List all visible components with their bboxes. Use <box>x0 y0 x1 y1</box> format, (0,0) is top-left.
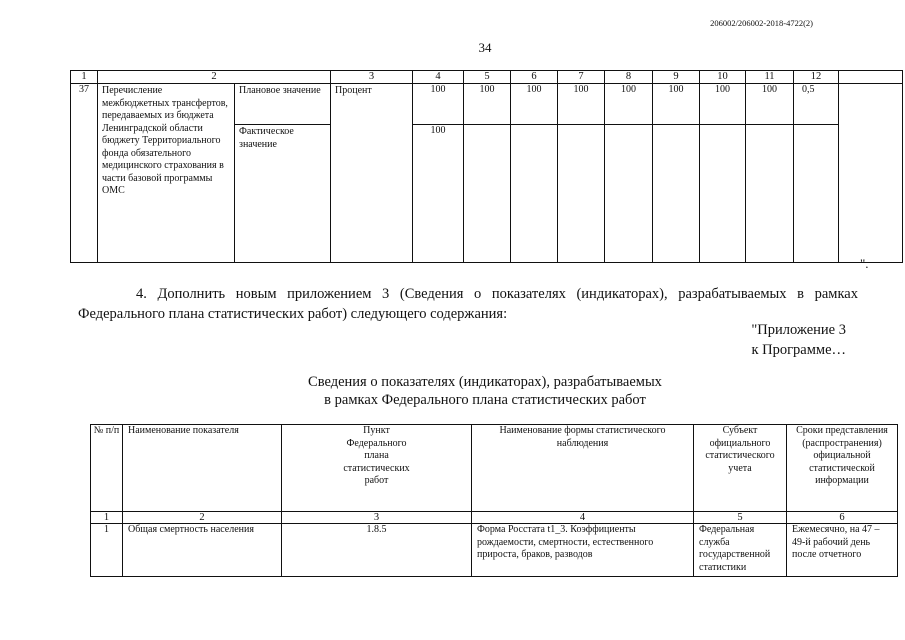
header-num: № п/п <box>91 425 123 512</box>
col-number: 8 <box>605 71 653 84</box>
table-row <box>71 84 903 125</box>
col-number: 6 <box>511 71 558 84</box>
col-number: 5 <box>464 71 511 84</box>
indicator-name: Перечисление межбюджетных трансфертов, передаваемых из бюджета Ленинградской области бюджету Территориального фонда обязательного медицинского страхования в части базовой программы ОМС <box>98 84 235 263</box>
section-title-line: Сведения о показателях (индикаторах), разрабатываемых <box>308 374 662 390</box>
col-number: 1 <box>91 512 123 524</box>
planned-value: 100 <box>653 84 700 125</box>
header-row <box>91 425 898 512</box>
planned-value: 100 <box>558 84 605 125</box>
column-number-row <box>71 71 903 84</box>
actual-value: 100 <box>413 125 464 263</box>
col-number: 11 <box>746 71 794 84</box>
col-number: 4 <box>413 71 464 84</box>
empty-cell <box>794 125 839 263</box>
table-row <box>91 524 898 577</box>
document-id: 206002/206002-2018-4722(2) <box>710 18 813 28</box>
column-number-row <box>91 512 898 524</box>
col-number: 7 <box>558 71 605 84</box>
empty-cell <box>605 125 653 263</box>
closing-quote: ". <box>860 256 869 271</box>
col-number: 9 <box>653 71 700 84</box>
planned-value: 100 <box>511 84 558 125</box>
cell-plan-item: 1.8.5 <box>282 524 472 577</box>
page-number: 34 <box>478 40 492 55</box>
indicators-table <box>70 70 903 263</box>
col-number: 1 <box>71 71 98 84</box>
section-title-line: в рамках Федерального плана статистических работ <box>324 392 646 408</box>
section-title <box>250 373 720 409</box>
appendix-line: "Приложение 3 <box>751 322 846 338</box>
cell-subject: Федеральная служба государственной статистики <box>694 524 787 577</box>
cell-deadline: Ежемесячно, на 47 – 49-й рабочий день после отчетного <box>787 524 898 577</box>
header-subject: Субъект официального статистического учета <box>694 425 787 512</box>
planned-value: 100 <box>605 84 653 125</box>
cell-form: Форма Росстата t1_3. Коэффициенты рождаемости, смертности, естественного прироста, браков, разводов <box>472 524 694 577</box>
header-form: Наименование формы статистического наблюдения <box>472 425 694 512</box>
empty-cell <box>839 71 903 84</box>
empty-cell <box>558 125 605 263</box>
unit: Процент <box>331 84 413 263</box>
col-number: 5 <box>694 512 787 524</box>
col-number: 3 <box>331 71 413 84</box>
empty-cell <box>746 125 794 263</box>
actual-label: Фактическое значение <box>235 125 331 263</box>
planned-value: 0,5 <box>794 84 839 125</box>
empty-cell <box>511 125 558 263</box>
empty-cell <box>839 84 903 263</box>
header-deadline: Сроки представления (распространения) официальной статистической информации <box>787 425 898 512</box>
cell-num: 1 <box>91 524 123 577</box>
planned-value: 100 <box>413 84 464 125</box>
statistics-table <box>90 424 898 577</box>
row-number: 37 <box>71 84 98 263</box>
col-number: 2 <box>98 71 331 84</box>
empty-cell <box>653 125 700 263</box>
empty-cell <box>700 125 746 263</box>
col-number: 3 <box>282 512 472 524</box>
planned-value: 100 <box>700 84 746 125</box>
header-name: Наименование показателя <box>123 425 282 512</box>
col-number: 2 <box>123 512 282 524</box>
appendix-line: к Программе… <box>751 342 846 358</box>
cell-name: Общая смертность населения <box>123 524 282 577</box>
col-number: 10 <box>700 71 746 84</box>
appendix-reference <box>751 320 846 360</box>
col-number: 6 <box>787 512 898 524</box>
header-plan-item: Пункт Федерального плана статистических работ <box>282 425 472 512</box>
empty-cell <box>464 125 511 263</box>
col-number: 4 <box>472 512 694 524</box>
planned-value: 100 <box>464 84 511 125</box>
planned-value: 100 <box>746 84 794 125</box>
paragraph-4: 4. Дополнить новым приложением 3 (Сведения о показателях (индикаторах), разрабатываемых в рамках Федерального плана статистических работ) следующего содержания: <box>78 286 858 322</box>
planned-label: Плановое значение <box>235 84 331 125</box>
col-number: 12 <box>794 71 839 84</box>
